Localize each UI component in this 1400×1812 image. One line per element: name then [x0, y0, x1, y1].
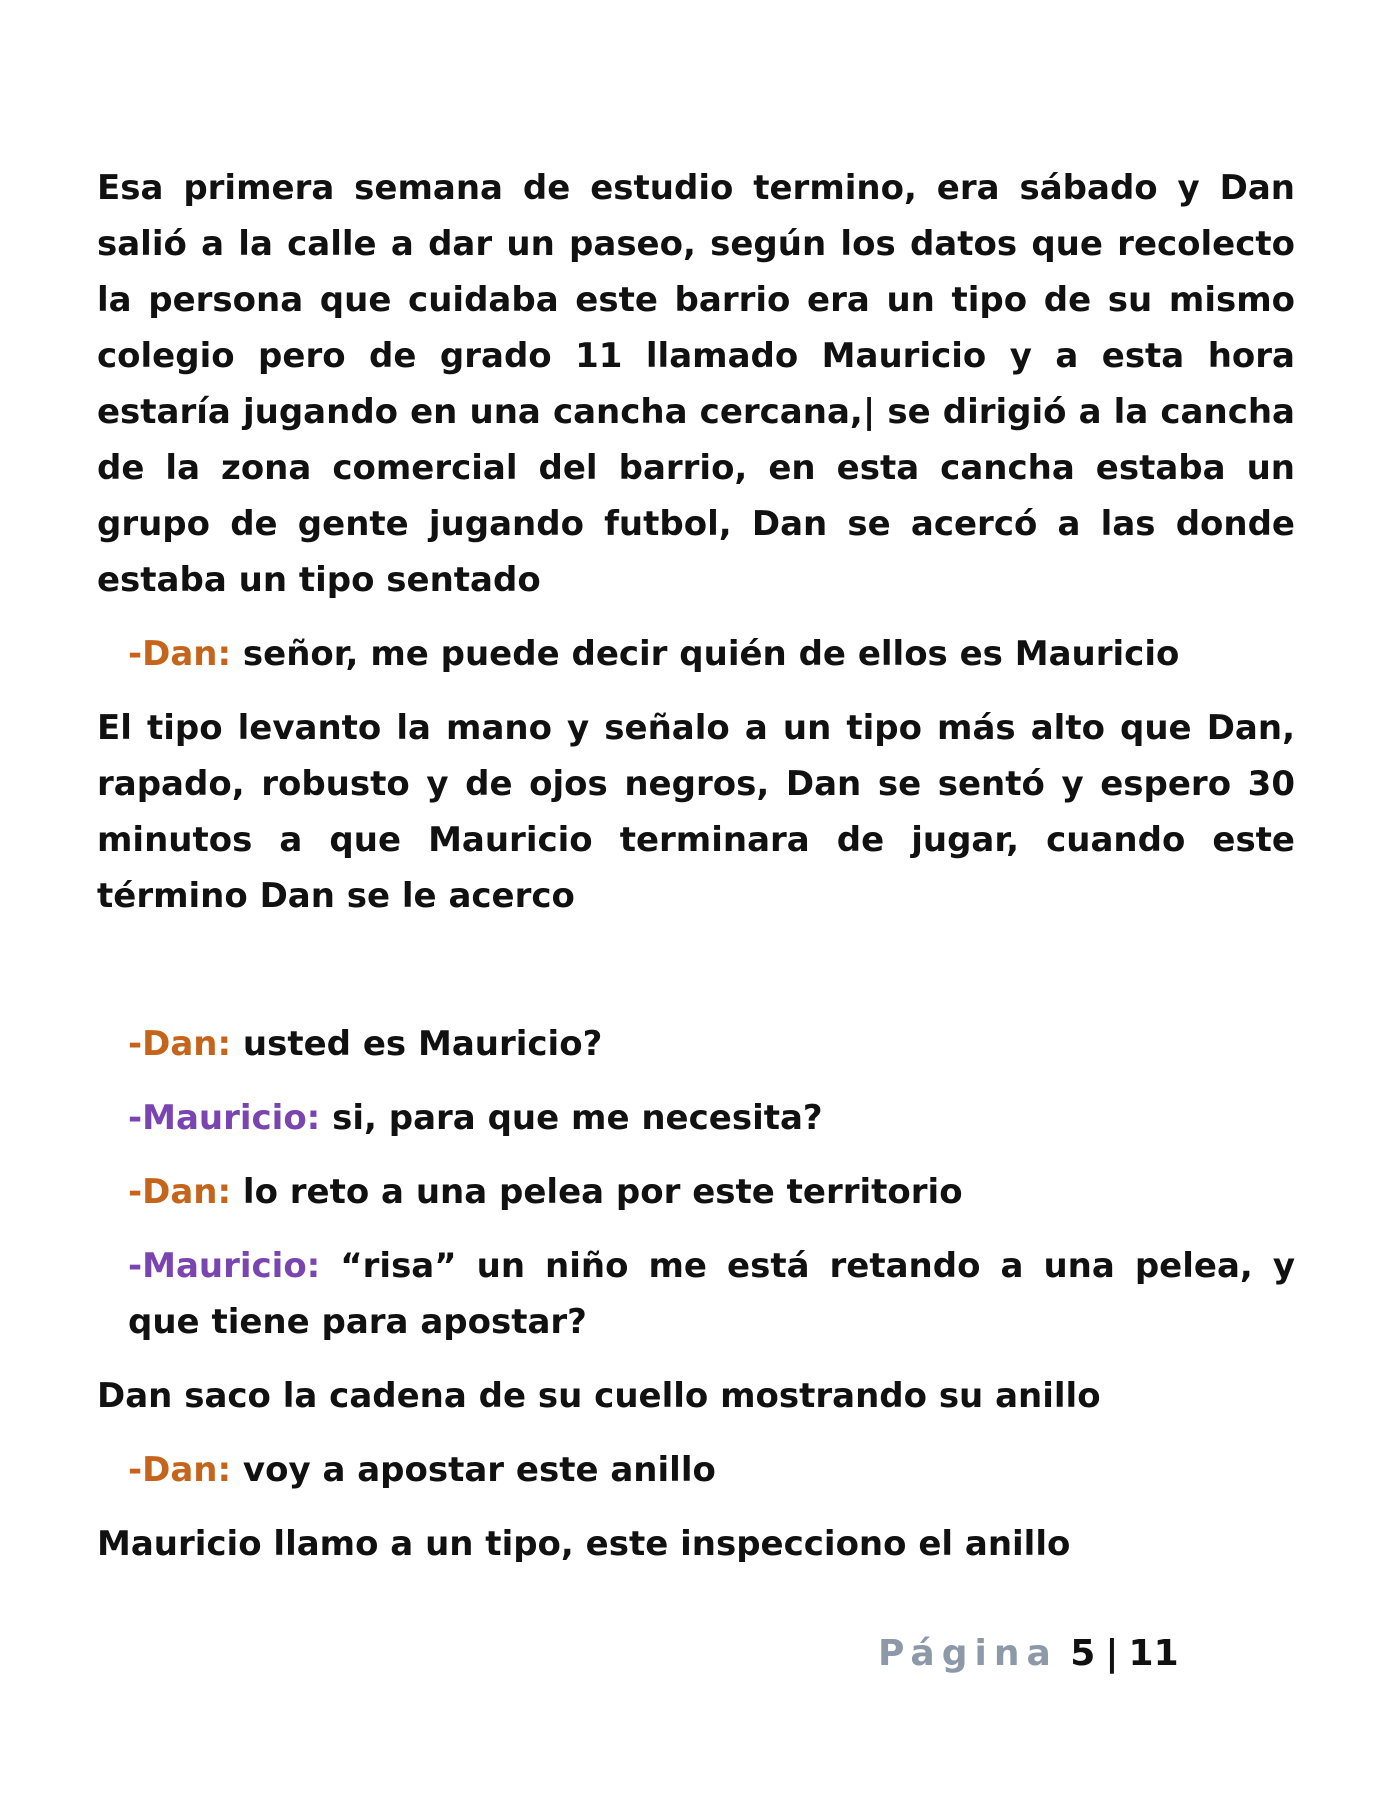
dialog-text: lo reto a una pelea por este territorio [231, 1172, 963, 1212]
dialog-line-3 [128, 1090, 1295, 1146]
speaker-dan: -Dan: [128, 634, 232, 674]
dialog-text: si, para que me necesita? [320, 1098, 823, 1138]
dialog-line-2 [128, 1016, 1295, 1072]
narrative-paragraph-3: Dan saco la cadena de su cuello mostrando su anillo [97, 1376, 1101, 1416]
narrative-paragraph-2: El tipo levanto la mano y señalo a un tipo más alto que Dan, rapado, robusto y de ojos negros, Dan se sentó y espero 30 minutos a que Mauricio terminara de jugar, cuando este término Dan se le acerco [97, 708, 1295, 916]
page-separator: | [1105, 1633, 1119, 1674]
page-footer [878, 1633, 1179, 1674]
speaker-mauricio: -Mauricio: [128, 1246, 321, 1286]
dialog-line-1 [128, 626, 1295, 682]
narrative-paragraph-1: Esa primera semana de estudio termino, era sábado y Dan salió a la calle a dar un paseo, según los datos que recolecto la persona que cuidaba este barrio era un tipo de su mismo colegio pero de grado 11 llamado Mauricio y a esta hora estaría jugando en una cancha cercana,| se dirigió a la cancha de la zona comercial del barrio, en esta cancha estaba un grupo de gente jugando futbol, Dan se acercó a las donde estaba un tipo sentado [97, 168, 1295, 600]
dialog-line-4 [128, 1164, 1295, 1220]
page-total-number: 11 [1128, 1633, 1179, 1674]
dialog-text: “risa” un niño me está retando a una pelea, y que tiene para apostar? [128, 1246, 1295, 1342]
dialog-text: usted es Mauricio? [231, 1024, 603, 1064]
speaker-dan: -Dan: [128, 1024, 232, 1064]
blank-space [97, 942, 1295, 1016]
page-current-number: 5 [1070, 1633, 1096, 1674]
page-label: Página [878, 1633, 1058, 1674]
document-page [97, 160, 1295, 1590]
dialog-text: señor, me puede decir quién de ellos es Mauricio [231, 634, 1180, 674]
speaker-dan: -Dan: [128, 1172, 232, 1212]
narrative-paragraph-4: Mauricio llamo a un tipo, este inspecciono el anillo [97, 1524, 1071, 1564]
dialog-line-6 [128, 1442, 1295, 1498]
speaker-mauricio: -Mauricio: [128, 1098, 321, 1138]
dialog-line-5 [128, 1238, 1295, 1350]
speaker-dan: -Dan: [128, 1450, 232, 1490]
dialog-text: voy a apostar este anillo [231, 1450, 716, 1490]
